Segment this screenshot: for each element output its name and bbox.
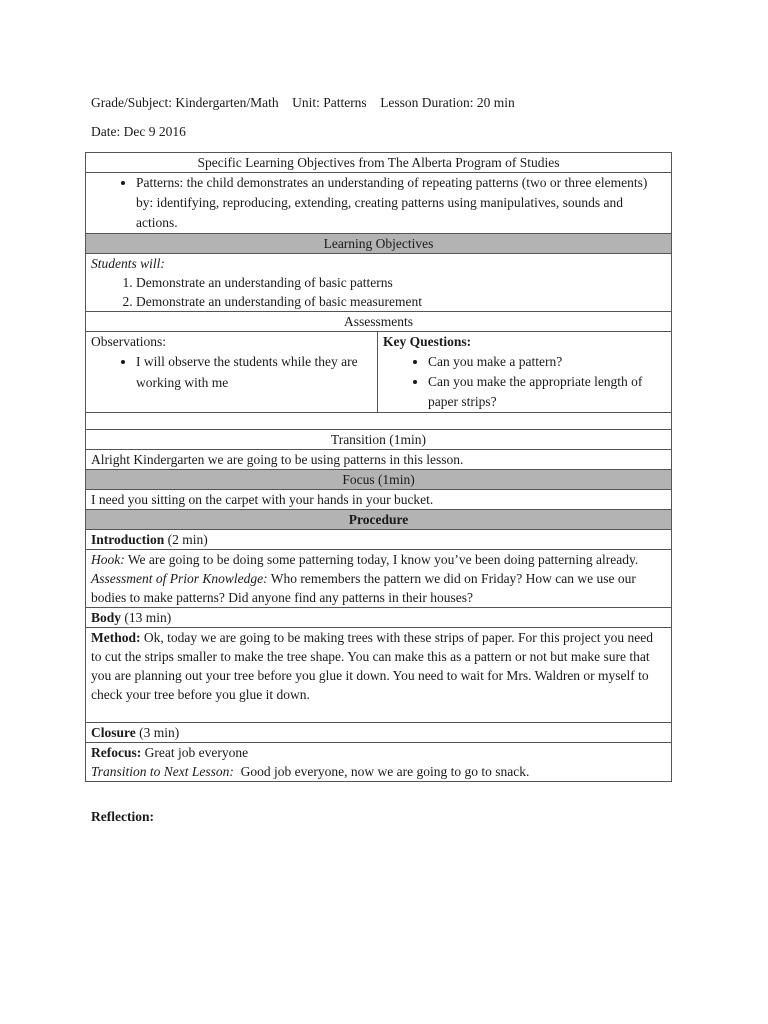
reflection-label: Reflection: (91, 809, 154, 824)
key-questions-label: Key Questions: (383, 334, 472, 349)
transition-text: Alright Kindergarten we are going to be using patterns in this lesson. (86, 450, 672, 470)
key-question-item: • Can you make the appropriate length of paper strips? (428, 372, 666, 412)
next-lesson-label: Transition to Next Lesson: (91, 764, 234, 779)
observation-item: • I will observe the students while they are working with me (136, 351, 372, 393)
introduction-content (86, 550, 672, 608)
observations-label: Observations: (91, 334, 166, 349)
assessments-title: Assessments (86, 312, 672, 332)
introduction-row (86, 530, 672, 550)
empty-row (86, 413, 672, 430)
assessments-content-row (86, 332, 672, 413)
lesson-plan-table (85, 152, 672, 782)
learning-objectives-content-row (86, 254, 672, 312)
learning-objectives-title: Learning Objectives (86, 234, 672, 254)
assessments-title-row (86, 312, 672, 332)
focus-text: I need you sitting on the carpet with your hands in your bucket. (86, 490, 672, 510)
hook-label: Hook: (91, 552, 125, 567)
next-lesson-text: Good job everyone, now we are going to go to snack. (233, 764, 530, 779)
closure-content (86, 743, 672, 782)
body-label: Body (91, 610, 122, 625)
focus-title-row (86, 470, 672, 490)
body-heading (86, 608, 672, 628)
objectives-title-row (86, 153, 672, 173)
students-will-label: Students will: (91, 256, 165, 271)
closure-label: Closure (91, 725, 136, 740)
body-content (86, 628, 672, 723)
transition-title-row (86, 430, 672, 450)
objectives-content-row (86, 173, 672, 234)
hook-text: We are going to be doing some patterning today, I know you’ve been doing patterning already. (124, 552, 639, 567)
introduction-label: Introduction (91, 532, 165, 547)
learning-objectives-title-row (86, 234, 672, 254)
objectives-content (86, 173, 672, 234)
refocus-text: Great job everyone (141, 745, 249, 760)
body-time: (13 min) (121, 610, 172, 625)
method-text: Ok, today we are going to be making trees with these strips of paper. For this project you need to cut the strips smaller to make the tree shape. You can make this as a pattern or not but make sure that you are planning out your tree before you glue it down. You need to wait for Mrs. Waldren or myself to check your tree before you glue it down. (91, 630, 654, 702)
learning-objective-item: 1. Demonstrate an understanding of basic patterns (136, 273, 666, 292)
learning-objective-item: 2. Demonstrate an understanding of basic measurement (136, 292, 666, 311)
introduction-heading (86, 530, 672, 550)
prior-knowledge-text: Who remembers the pattern we did on Friday? How can we use our bodies to make patterns? Did anyone find any patterns in their houses? (91, 571, 636, 605)
learning-objectives-content (86, 254, 672, 312)
key-questions-cell (378, 332, 672, 413)
empty-cell (86, 413, 672, 430)
transition-text-row (86, 450, 672, 470)
body-content-row (86, 628, 672, 723)
introduction-time: (2 min) (164, 532, 208, 547)
refocus-label: Refocus: (91, 745, 142, 760)
prior-knowledge-label: Assessment of Prior Knowledge: (91, 571, 268, 586)
key-question-item: • Can you make a pattern? (428, 351, 666, 372)
closure-heading (86, 723, 672, 743)
header-info-line: Grade/Subject: Kindergarten/Math Unit: Patterns Lesson Duration: 20 min (91, 95, 515, 110)
closure-content-row (86, 743, 672, 782)
objectives-bullet: • Patterns: the child demonstrates an understanding of repeating patterns (two or three elements) by: identifying, reproducing, extending, creating patterns using manipulatives, sounds and actions. (136, 173, 666, 233)
method-label: Method: (91, 630, 141, 645)
introduction-content-row (86, 550, 672, 608)
transition-title: Transition (1min) (86, 430, 672, 450)
objectives-title: Specific Learning Objectives from The Alberta Program of Studies (86, 153, 672, 173)
closure-time: (3 min) (135, 725, 180, 740)
focus-text-row (86, 490, 672, 510)
closure-row (86, 723, 672, 743)
focus-title: Focus (1min) (86, 470, 672, 490)
procedure-title-row (86, 510, 672, 530)
observations-cell (86, 332, 378, 413)
body-row (86, 608, 672, 628)
procedure-title: Procedure (86, 510, 672, 530)
header-date-line: Date: Dec 9 2016 (91, 124, 186, 139)
